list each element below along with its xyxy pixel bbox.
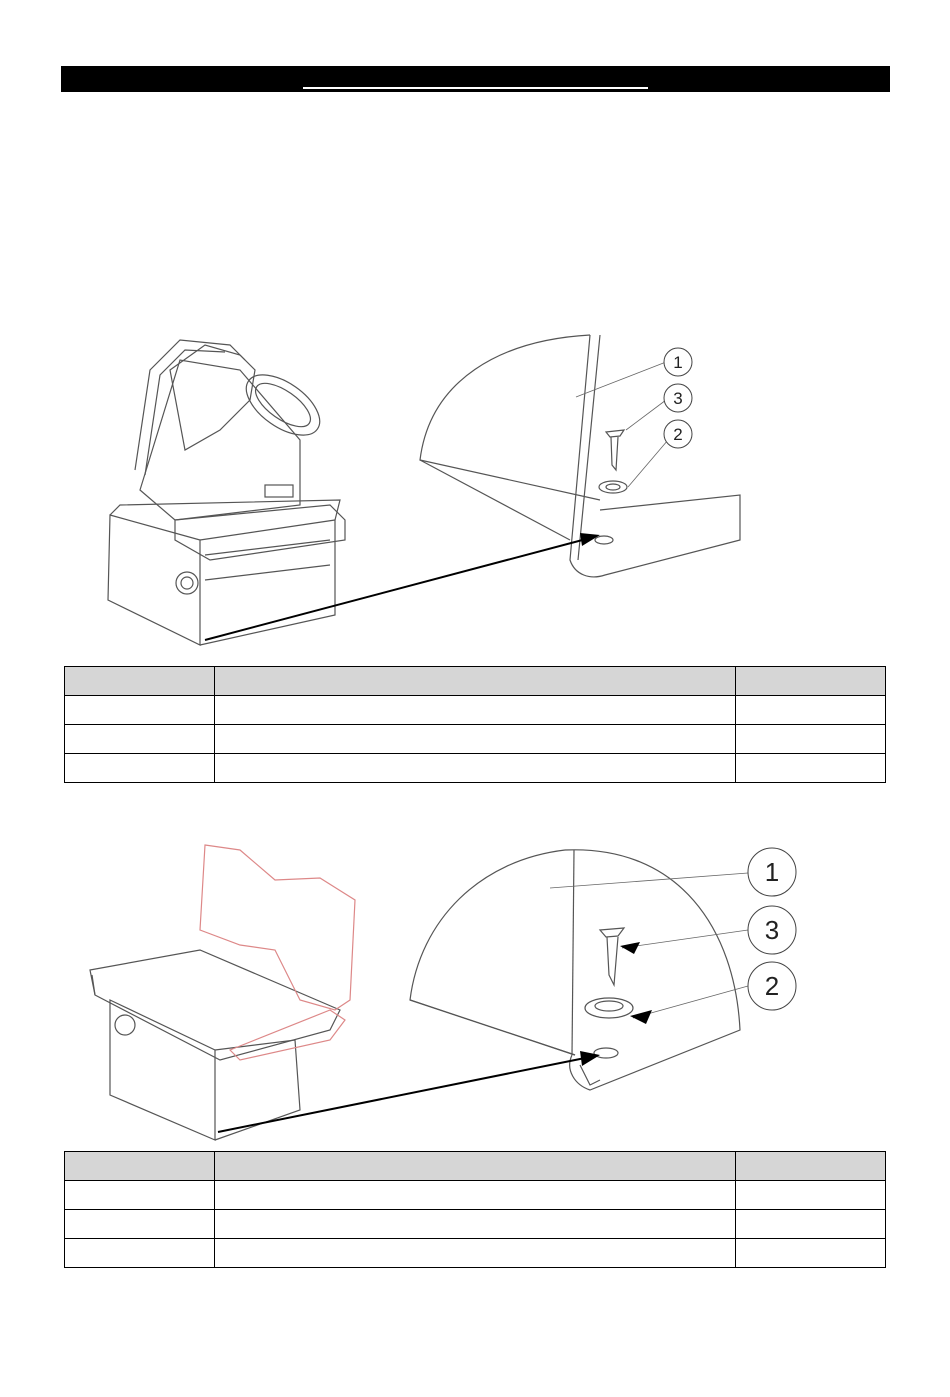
figure2-callout-1: 1: [764, 857, 780, 887]
table-cell: [215, 1210, 736, 1239]
table-row: [65, 725, 886, 754]
table-cell: [215, 1239, 736, 1268]
figure2-callout-2: 2: [764, 971, 780, 1001]
table-cell: [736, 725, 886, 754]
figure2-callout-3: 3: [764, 915, 780, 945]
table-cell: [215, 725, 736, 754]
table-cell: [215, 1181, 736, 1210]
table-header-row: [65, 667, 886, 696]
table-cell: [65, 1239, 215, 1268]
header-cell: [736, 1152, 886, 1181]
table-cell: [65, 696, 215, 725]
parts-table-2: [64, 1151, 886, 1268]
table-cell: [215, 754, 736, 783]
table-header-row: [65, 1152, 886, 1181]
table-cell: [736, 754, 886, 783]
header-cell: [215, 1152, 736, 1181]
table-row: [65, 1181, 886, 1210]
table-cell: [736, 1239, 886, 1268]
header-cell: [215, 667, 736, 696]
passenger-seat-figure: [0, 835, 950, 1145]
figure1-callout-1: 1: [673, 353, 683, 372]
table-row: [65, 696, 886, 725]
parts-table-1: [64, 666, 886, 783]
table-cell: [736, 1181, 886, 1210]
table-cell: [736, 1210, 886, 1239]
table-cell: [215, 696, 736, 725]
table-cell: [736, 696, 886, 725]
table-row: [65, 754, 886, 783]
table-row: [65, 1239, 886, 1268]
header-cell: [65, 667, 215, 696]
table-cell: [65, 1181, 215, 1210]
table-cell: [65, 754, 215, 783]
table-row: [65, 1210, 886, 1239]
title-underline: [303, 87, 648, 89]
figure1-callout-3: 3: [673, 389, 683, 408]
header-cell: [736, 667, 886, 696]
table-cell: [65, 725, 215, 754]
figure1-callout-2: 2: [673, 425, 683, 444]
header-cell: [65, 1152, 215, 1181]
steering-seat-figure: [0, 320, 950, 665]
table-cell: [65, 1210, 215, 1239]
